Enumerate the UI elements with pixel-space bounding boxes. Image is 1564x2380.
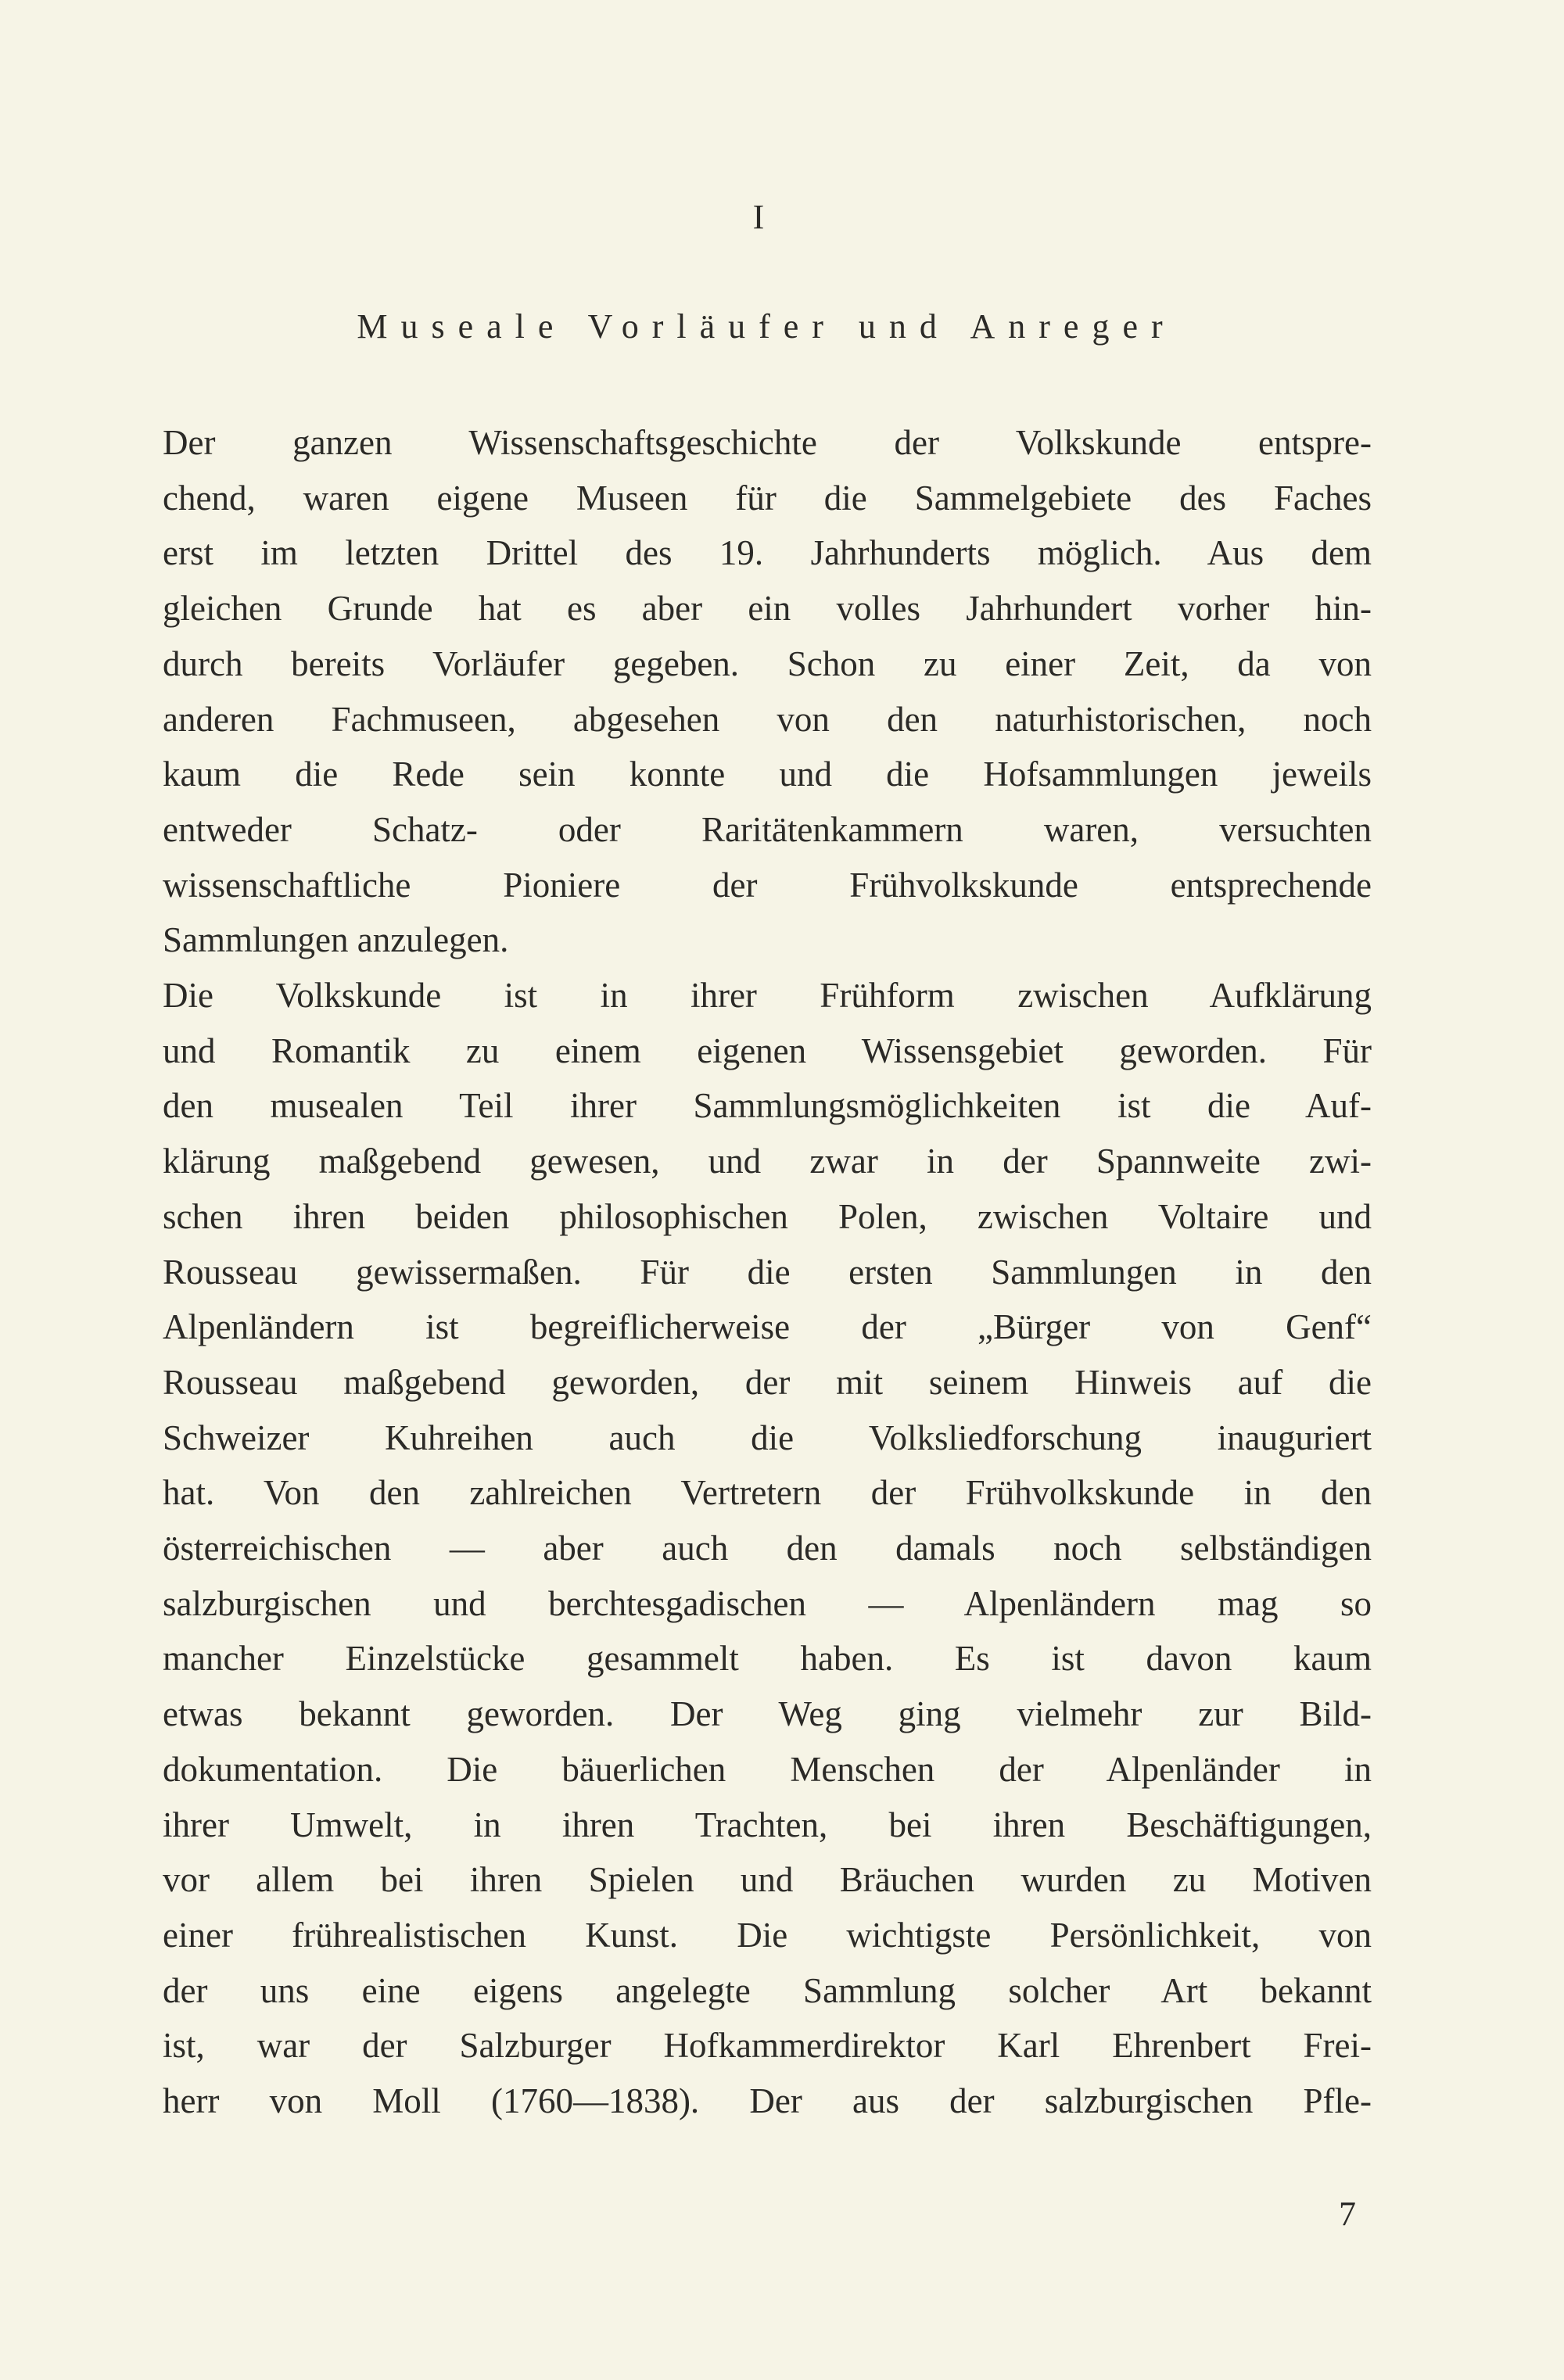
text-line: etwas bekannt geworden. Der Weg ging vielmehr zur Bild-: [163, 1694, 1372, 1734]
text-line: klärung maßgebend gewesen, und zwar in der Spannweite zwi-: [163, 1142, 1372, 1181]
text-line: Rousseau maßgebend geworden, der mit seinem Hinweis auf die: [163, 1362, 1372, 1402]
text-line: Rousseau gewissermaßen. Für die ersten Sammlungen in den: [163, 1252, 1372, 1292]
text-line: wissenschaftliche Pioniere der Frühvolkskunde entsprechende: [163, 865, 1372, 905]
text-line: vor allem bei ihren Spielen und Bräuchen wurden zu Motiven: [163, 1860, 1372, 1900]
text-line: Alpenländern ist begreiflicherweise der „Bürger von Genf“: [163, 1307, 1372, 1347]
text-line: ist, war der Salzburger Hofkammerdirektor Karl Ehrenbert Frei-: [163, 2026, 1372, 2066]
text-line: entweder Schatz- oder Raritätenkammern waren, versuchten: [163, 809, 1372, 849]
text-line: Die Volkskunde ist in ihrer Frühform zwischen Aufklärung: [163, 976, 1372, 1016]
text-line: der uns eine eigens angelegte Sammlung solcher Art bekannt: [163, 1970, 1372, 2010]
chapter-number: I: [752, 198, 765, 236]
text-line: und Romantik zu einem eigenen Wissensgebiet geworden. Für: [163, 1030, 1372, 1070]
paragraph: [163, 415, 1372, 968]
text-line: den musealen Teil ihrer Sammlungsmöglichkeiten ist die Auf-: [163, 1086, 1372, 1126]
paragraph: [163, 968, 1372, 2129]
text-line: gleichen Grunde hat es aber ein volles Jahrhundert vorher hin-: [163, 589, 1372, 629]
page-number: 7: [1339, 2195, 1356, 2233]
text-line: anderen Fachmuseen, abgesehen von den naturhistorischen, noch: [163, 699, 1372, 739]
text-line: herr von Moll (1760—1838). Der aus der salzburgischen Pfle-: [163, 2081, 1372, 2121]
text-line: einer frührealistischen Kunst. Die wichtigste Persönlichkeit, von: [163, 1915, 1372, 1955]
text-line: Schweizer Kuhreihen auch die Volksliedforschung inauguriert: [163, 1418, 1372, 1457]
text-line: mancher Einzelstücke gesammelt haben. Es ist davon kaum: [163, 1639, 1372, 1679]
chapter-title: Museale Vorläufer und Anreger: [357, 307, 1176, 346]
text-line: kaum die Rede sein konnte und die Hofsammlungen jeweils: [163, 755, 1372, 794]
text-line: durch bereits Vorläufer gegeben. Schon zu einer Zeit, da von: [163, 643, 1372, 683]
text-line: dokumentation. Die bäuerlichen Menschen der Alpenländer in: [163, 1749, 1372, 1789]
text-line: Sammlungen anzulegen.: [163, 920, 509, 960]
text-line: Der ganzen Wissenschaftsgeschichte der Volkskunde entspre-: [163, 423, 1372, 462]
text-line: österreichischen — aber auch den damals noch selbständigen: [163, 1529, 1372, 1568]
body-text: [163, 415, 1372, 2129]
text-line: schen ihren beiden philosophischen Polen, zwischen Voltaire und: [163, 1196, 1372, 1236]
text-line: erst im letzten Drittel des 19. Jahrhunderts möglich. Aus dem: [163, 533, 1372, 573]
text-line: chend, waren eigene Museen für die Sammelgebiete des Faches: [163, 478, 1372, 518]
text-line: salzburgischen und berchtesgadischen — Alpenländern mag so: [163, 1583, 1372, 1623]
text-line: hat. Von den zahlreichen Vertretern der Frühvolkskunde in den: [163, 1473, 1372, 1513]
text-line: ihrer Umwelt, in ihren Trachten, bei ihren Beschäftigungen,: [163, 1805, 1372, 1844]
